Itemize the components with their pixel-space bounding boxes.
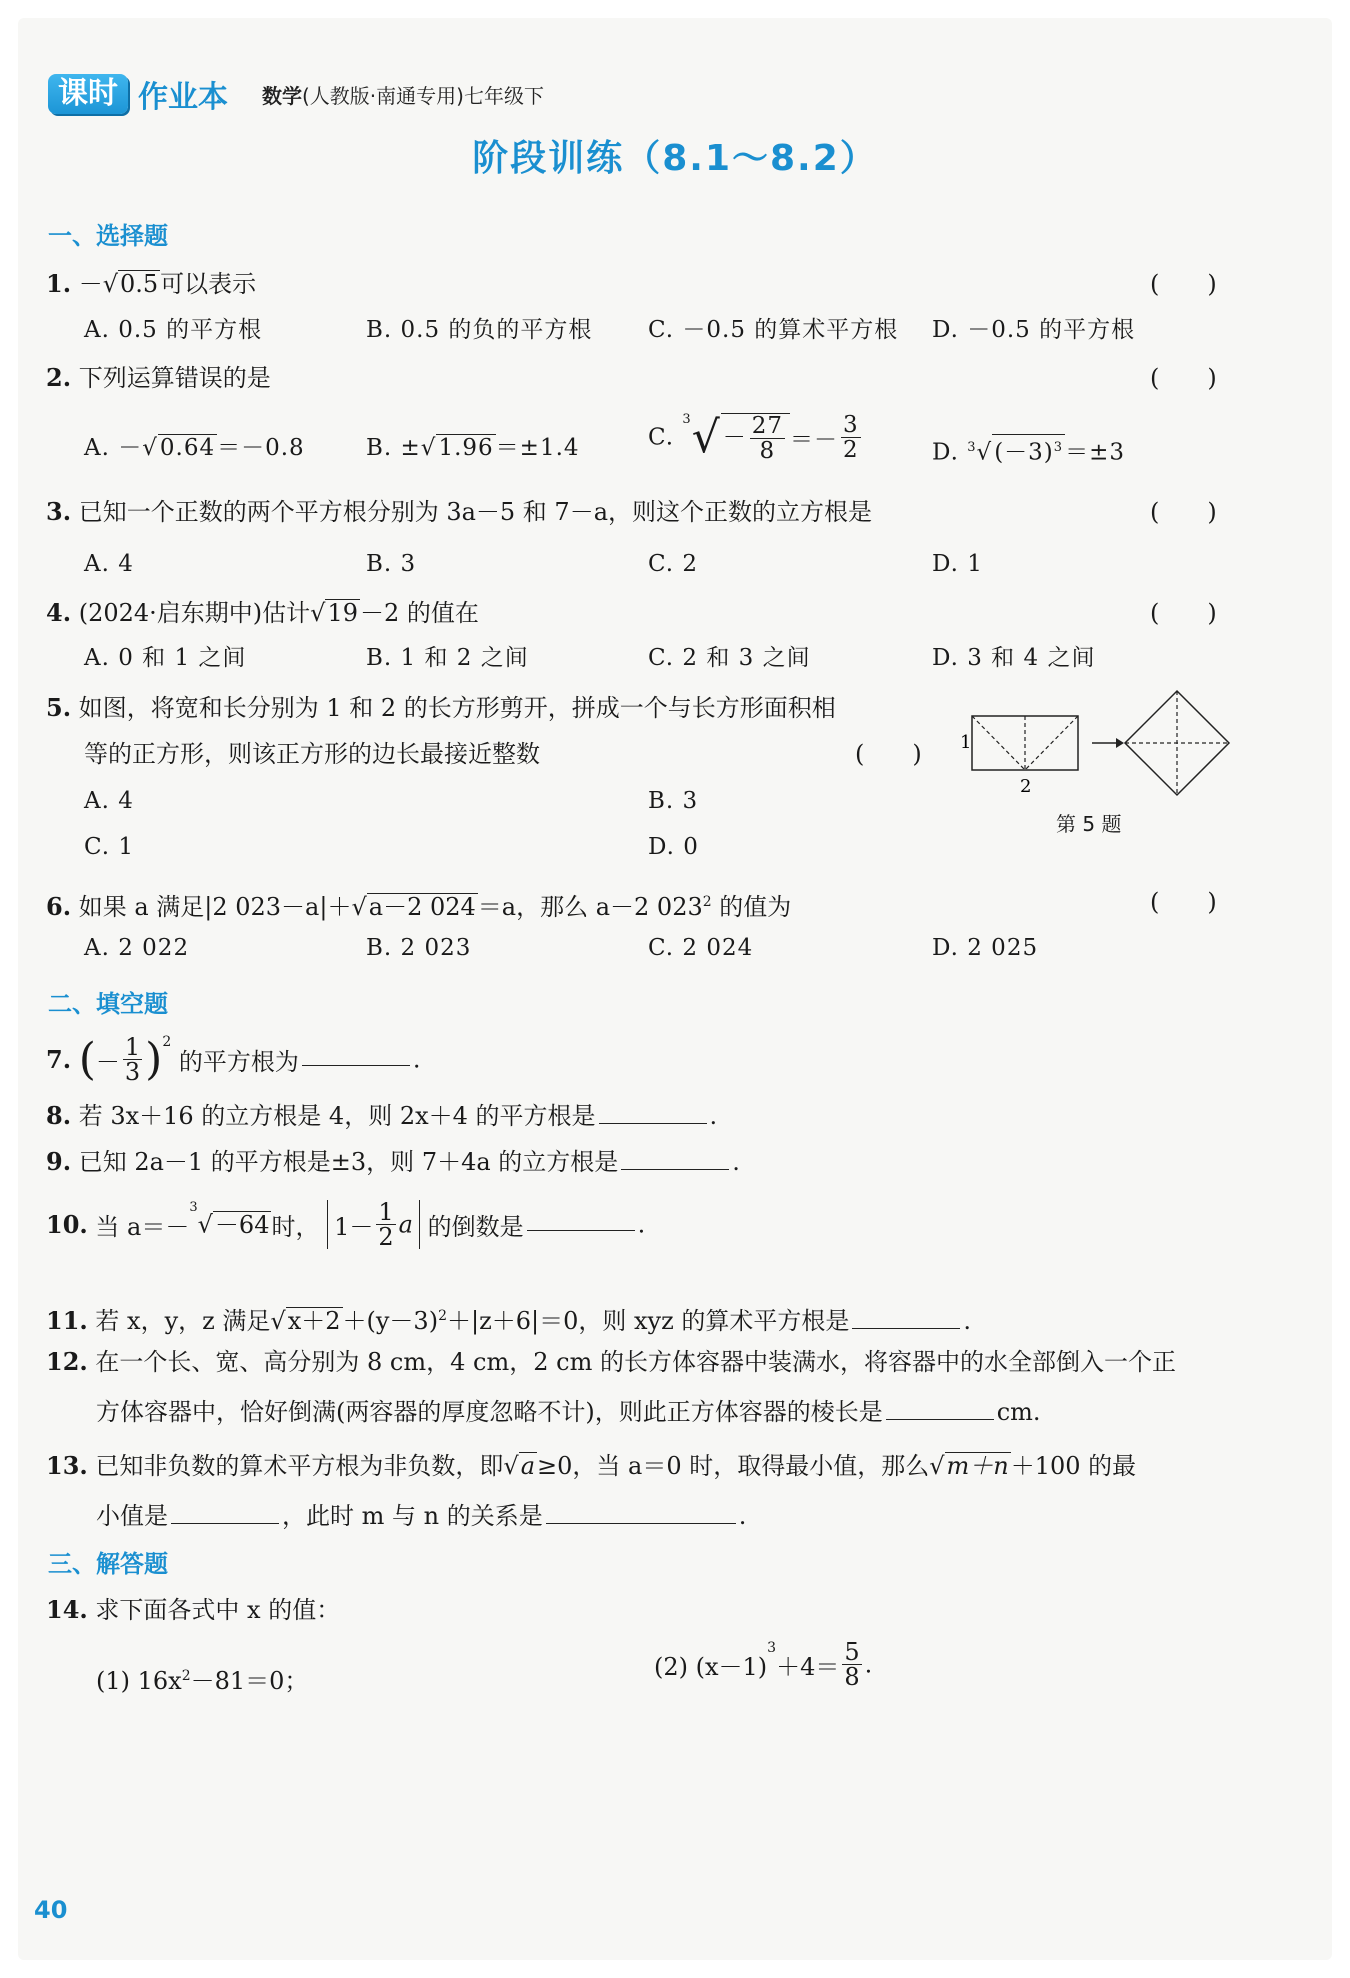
option-a: A. －√0.64＝－0.8 (84, 435, 305, 461)
question-number: 3. (46, 497, 72, 526)
question-number: 4. (46, 598, 72, 627)
option-a: A. 0.5 的平方根 (84, 317, 263, 343)
rectangle-figure (972, 716, 1078, 770)
radicand-base: (－3) (994, 439, 1054, 466)
denominator: 8 (844, 1663, 860, 1691)
answer-blank[interactable] (546, 1501, 736, 1524)
option-c: C. 1 (84, 834, 135, 860)
question-text-line1: 在一个长、宽、高分别为 8 cm，4 cm，2 cm 的长方体容器中装满水，将容器中的水全部倒入一个正 (95, 1348, 1176, 1376)
option-d: D. 3 和 4 之间 (932, 645, 1096, 671)
question-4 (46, 597, 479, 629)
question-text-line2: 等的正方形，则该正方形的边长最接近整数 (84, 740, 540, 768)
question-number: 8. (46, 1101, 72, 1130)
question-mid: ＋(y－3) (342, 1307, 439, 1335)
question-11: 11. 若 x，y，z 满足$√x+2+(y-3)^2+|z+6|=0$，则 xyz 的算术平方根是 . (46, 1306, 971, 1335)
root-index: 3 (682, 412, 692, 427)
option-b: B. 3 (648, 788, 699, 814)
exponent: 3 (767, 1640, 777, 1656)
option-c: C. 2 024 (648, 935, 754, 961)
answer-parentheses[interactable]: ( ) (1150, 364, 1217, 392)
answer-parentheses[interactable]: ( ) (1150, 270, 1217, 298)
square-figure (1125, 691, 1229, 795)
option-result: ＝±3 (1065, 439, 1125, 466)
absolute-value (327, 1200, 420, 1249)
answer-blank[interactable] (171, 1501, 279, 1524)
numerator: 3 (843, 412, 859, 438)
figure-caption: 第 5 题 (1056, 812, 1122, 836)
equation-tail: －81＝0； (190, 1667, 309, 1695)
page-title: 阶段训练（8.1～8.2） (472, 138, 878, 179)
question-12 (46, 1346, 1176, 1378)
question-10: 10. 当 a＝－$^3$√－64时， 1－ $\frac{1}{2}$ a 的倒数是 . (46, 1198, 646, 1251)
root-index: 3 (189, 1200, 198, 1215)
question-text: 已知一个正数的两个平方根分别为 3a－5 和 7－a，则这个正数的立方根是 (78, 498, 873, 526)
answer-blank[interactable] (599, 1101, 707, 1124)
exponent: 2 (181, 1668, 191, 1684)
period: . (412, 1045, 421, 1074)
numerator: 27 (751, 412, 784, 439)
period: . (637, 1210, 646, 1239)
question-number: 12. (46, 1347, 88, 1376)
question-text: 的倒数是 (427, 1213, 524, 1241)
question-text: 如果 a 满足|2 023－a|＋√a－2 024＝a，那么 a－2 $023^2$ 的值为 (78, 893, 792, 921)
numerator: 5 (844, 1638, 860, 1666)
option-d: D. $^3√(-3)^3=\pm 3$ (932, 433, 1125, 468)
option-a: A. 4 (84, 788, 134, 814)
option-d: D. －0.5 的平方根 (932, 317, 1136, 343)
option-b: B. 0.5 的负的平方根 (366, 317, 593, 343)
radicand: 0.64 (159, 435, 216, 461)
abs-head: 1－ (334, 1213, 374, 1241)
question-tail: ＋100 的最 (1010, 1452, 1137, 1480)
option-c: C. 2 和 3 之间 (648, 645, 811, 671)
period: . (709, 1102, 718, 1130)
fraction (376, 1200, 395, 1249)
question-number: 11. (46, 1306, 88, 1335)
option-prefix: C. (648, 424, 675, 451)
option-c: C. $^3$√－ $\frac{27}{8}$ ＝－ $\frac{3}{2}$ (648, 412, 859, 464)
exponent: 2 (438, 1308, 447, 1324)
question-mid: 时， (271, 1213, 320, 1241)
option-prefix: D. (932, 439, 959, 466)
minus-sign: － (722, 424, 747, 450)
section-heading-fill: 二、填空题 (48, 990, 168, 1018)
length-label: 2 (1020, 776, 1032, 797)
option-result: ＝－0.8 (217, 435, 305, 461)
denominator: 2 (843, 437, 859, 463)
question-2 (46, 362, 271, 394)
equals-sign: ＝－ (790, 427, 839, 453)
option-c: C. 2 (648, 551, 699, 577)
question-8 (46, 1100, 717, 1132)
question-3 (46, 496, 872, 528)
unit: cm. (996, 1398, 1041, 1426)
option-b: B. 1 和 2 之间 (366, 645, 529, 671)
edition: (人教版·南通专用)七年级下 (302, 84, 544, 108)
denominator: 3 (124, 1058, 141, 1086)
question-source: (2024·启东期中)估计 (78, 599, 311, 627)
question-text: 已知 2a－1 的平方根是±3，则 7＋4a 的立方根是 (78, 1148, 619, 1176)
option-result: ＝±1.4 (495, 435, 580, 461)
answer-parentheses[interactable]: ( ) (855, 740, 922, 768)
question-mid: ≥0，当 a＝0 时，取得最小值，那么 (537, 1452, 930, 1480)
option-b: B. ±√1.96＝±1.4 (366, 435, 580, 461)
answer-blank[interactable] (527, 1208, 635, 1231)
equation-mid: ＋4＝ (776, 1653, 840, 1681)
root-index: 3 (967, 440, 977, 455)
question-number: 14. (46, 1595, 88, 1624)
period: . (963, 1307, 971, 1335)
question-number: 2. (46, 363, 72, 392)
subject-line (262, 80, 544, 109)
question-head: 当 a＝－ (95, 1213, 190, 1241)
minus-sign: － (78, 270, 103, 298)
question-tail: －2 的值在 (359, 599, 479, 627)
fraction (750, 414, 785, 463)
figure-q5 (940, 686, 1240, 806)
radicand: a－2 024 (368, 893, 476, 921)
question-text: ，此时 m 与 n 的关系是 (282, 1502, 543, 1530)
question-7: 7. (－ $\frac{1}{3}$ )$^2$ 的平方根为 . (46, 1033, 421, 1086)
brand-name: 作业本 (138, 80, 228, 115)
answer-parentheses[interactable]: ( ) (1150, 888, 1217, 916)
option-b: B. 2 023 (366, 935, 472, 961)
radicand (721, 413, 790, 463)
exponent: 2 (702, 894, 712, 910)
question-12-line2 (96, 1396, 1041, 1428)
question-text: 小值是 (96, 1502, 168, 1530)
radicand: x＋2 (287, 1307, 341, 1335)
question-5 (46, 692, 836, 724)
answer-parentheses[interactable]: ( ) (1150, 599, 1217, 627)
question-13: 13. 已知非负数的算术平方根为非负数，即√a≥0，当 a＝0 时，取得最小值，那么√m＋n＋100 的最 (46, 1451, 1137, 1480)
denominator: 8 (759, 437, 776, 464)
question-text: (2024·启东期中)估计√19－2 的值在 (78, 599, 479, 627)
exponent: 3 (1053, 440, 1064, 455)
brand-logo: 课时 (48, 74, 128, 114)
radicand: －64 (214, 1211, 270, 1239)
radicand: 1.96 (438, 435, 494, 461)
section-heading-solve: 三、解答题 (48, 1550, 168, 1578)
question-14-part-2 (654, 1640, 872, 1689)
radicand: m＋n (946, 1452, 1009, 1480)
width-label: 1 (960, 732, 972, 753)
question-1 (46, 268, 256, 300)
answer-blank[interactable] (621, 1147, 729, 1170)
question-text-line1: 如图，将宽和长分别为 1 和 2 的长方形剪开，拼成一个与长方形面积相 (78, 694, 836, 722)
radicand: a (520, 1452, 536, 1480)
denominator: 2 (378, 1223, 394, 1251)
option-b: B. 3 (366, 551, 417, 577)
equation-head: (2) (x－1) (654, 1653, 768, 1681)
option-c: C. －0.5 的算术平方根 (648, 317, 899, 343)
minus-sign: － (95, 1048, 120, 1076)
question-text: 求下面各式中 x 的值： (95, 1596, 341, 1624)
answer-parentheses[interactable]: ( ) (1150, 498, 1217, 526)
subject-name: 数学 (262, 84, 302, 108)
question-number: 1. (46, 269, 72, 298)
abs-tail: a (398, 1210, 413, 1239)
question-tail: 的值为 (711, 893, 792, 921)
period: . (864, 1650, 873, 1679)
answer-blank[interactable] (852, 1306, 960, 1329)
equation-head: (1) 16x (96, 1667, 182, 1695)
period: . (738, 1502, 747, 1530)
page-number: 40 (34, 1896, 68, 1924)
option-a: A. 4 (84, 551, 134, 577)
question-tail: ＋|z＋6|＝0，则 xyz 的算术平方根是 (447, 1307, 850, 1335)
fraction (841, 413, 861, 462)
question-14 (46, 1594, 340, 1626)
numerator: 1 (378, 1198, 394, 1226)
numerator: 1 (124, 1033, 141, 1061)
option-d: D. 0 (648, 834, 699, 860)
question-9 (46, 1146, 740, 1178)
question-13-line2 (96, 1500, 746, 1532)
question-text-line2: 方体容器中，恰好倒满(两容器的厚度忽略不计)，则此正方体容器的棱长是 (96, 1398, 883, 1426)
question-text: 的平方根为 (178, 1048, 299, 1076)
question-tail: 可以表示 (160, 270, 257, 298)
section-heading-choice: 一、选择题 (48, 222, 168, 250)
exponent: 2 (162, 1034, 172, 1050)
option-prefix: B. ± (366, 435, 421, 461)
question-6 (46, 886, 791, 923)
period: . (732, 1148, 740, 1176)
radicand (992, 434, 1065, 466)
question-number: 5. (46, 693, 72, 722)
question-number: 7. (46, 1045, 72, 1074)
option-a: A. 0 和 1 之间 (84, 645, 247, 671)
fraction (123, 1035, 142, 1084)
question-14-part-1 (96, 1660, 308, 1697)
question-mid: ＝a，那么 a－2 023 (477, 893, 703, 921)
fraction (842, 1640, 861, 1689)
question-head: 如果 a 满足|2 023－a|＋ (78, 893, 352, 921)
option-d: D. 2 025 (932, 935, 1039, 961)
question-number: 10. (46, 1210, 88, 1239)
question-head: 已知非负数的算术平方根为非负数，即 (95, 1452, 504, 1480)
radicand: 0.5 (120, 270, 159, 298)
option-d: D. 1 (932, 551, 983, 577)
question-number: 9. (46, 1147, 72, 1176)
question-number: 13. (46, 1451, 88, 1480)
answer-blank[interactable] (302, 1043, 410, 1066)
answer-blank[interactable] (886, 1397, 994, 1420)
question-text: －√0.5可以表示 (78, 270, 257, 298)
option-a: A. 2 022 (84, 935, 190, 961)
question-text: 下列运算错误的是 (78, 364, 271, 392)
option-prefix: A. － (84, 435, 143, 461)
arrow-icon (1092, 738, 1124, 748)
question-number: 6. (46, 892, 72, 921)
question-head: 若 x，y，z 满足 (95, 1307, 271, 1335)
radicand: 19 (327, 599, 358, 627)
question-text: 若 3x＋16 的立方根是 4，则 2x＋4 的平方根是 (78, 1102, 596, 1130)
